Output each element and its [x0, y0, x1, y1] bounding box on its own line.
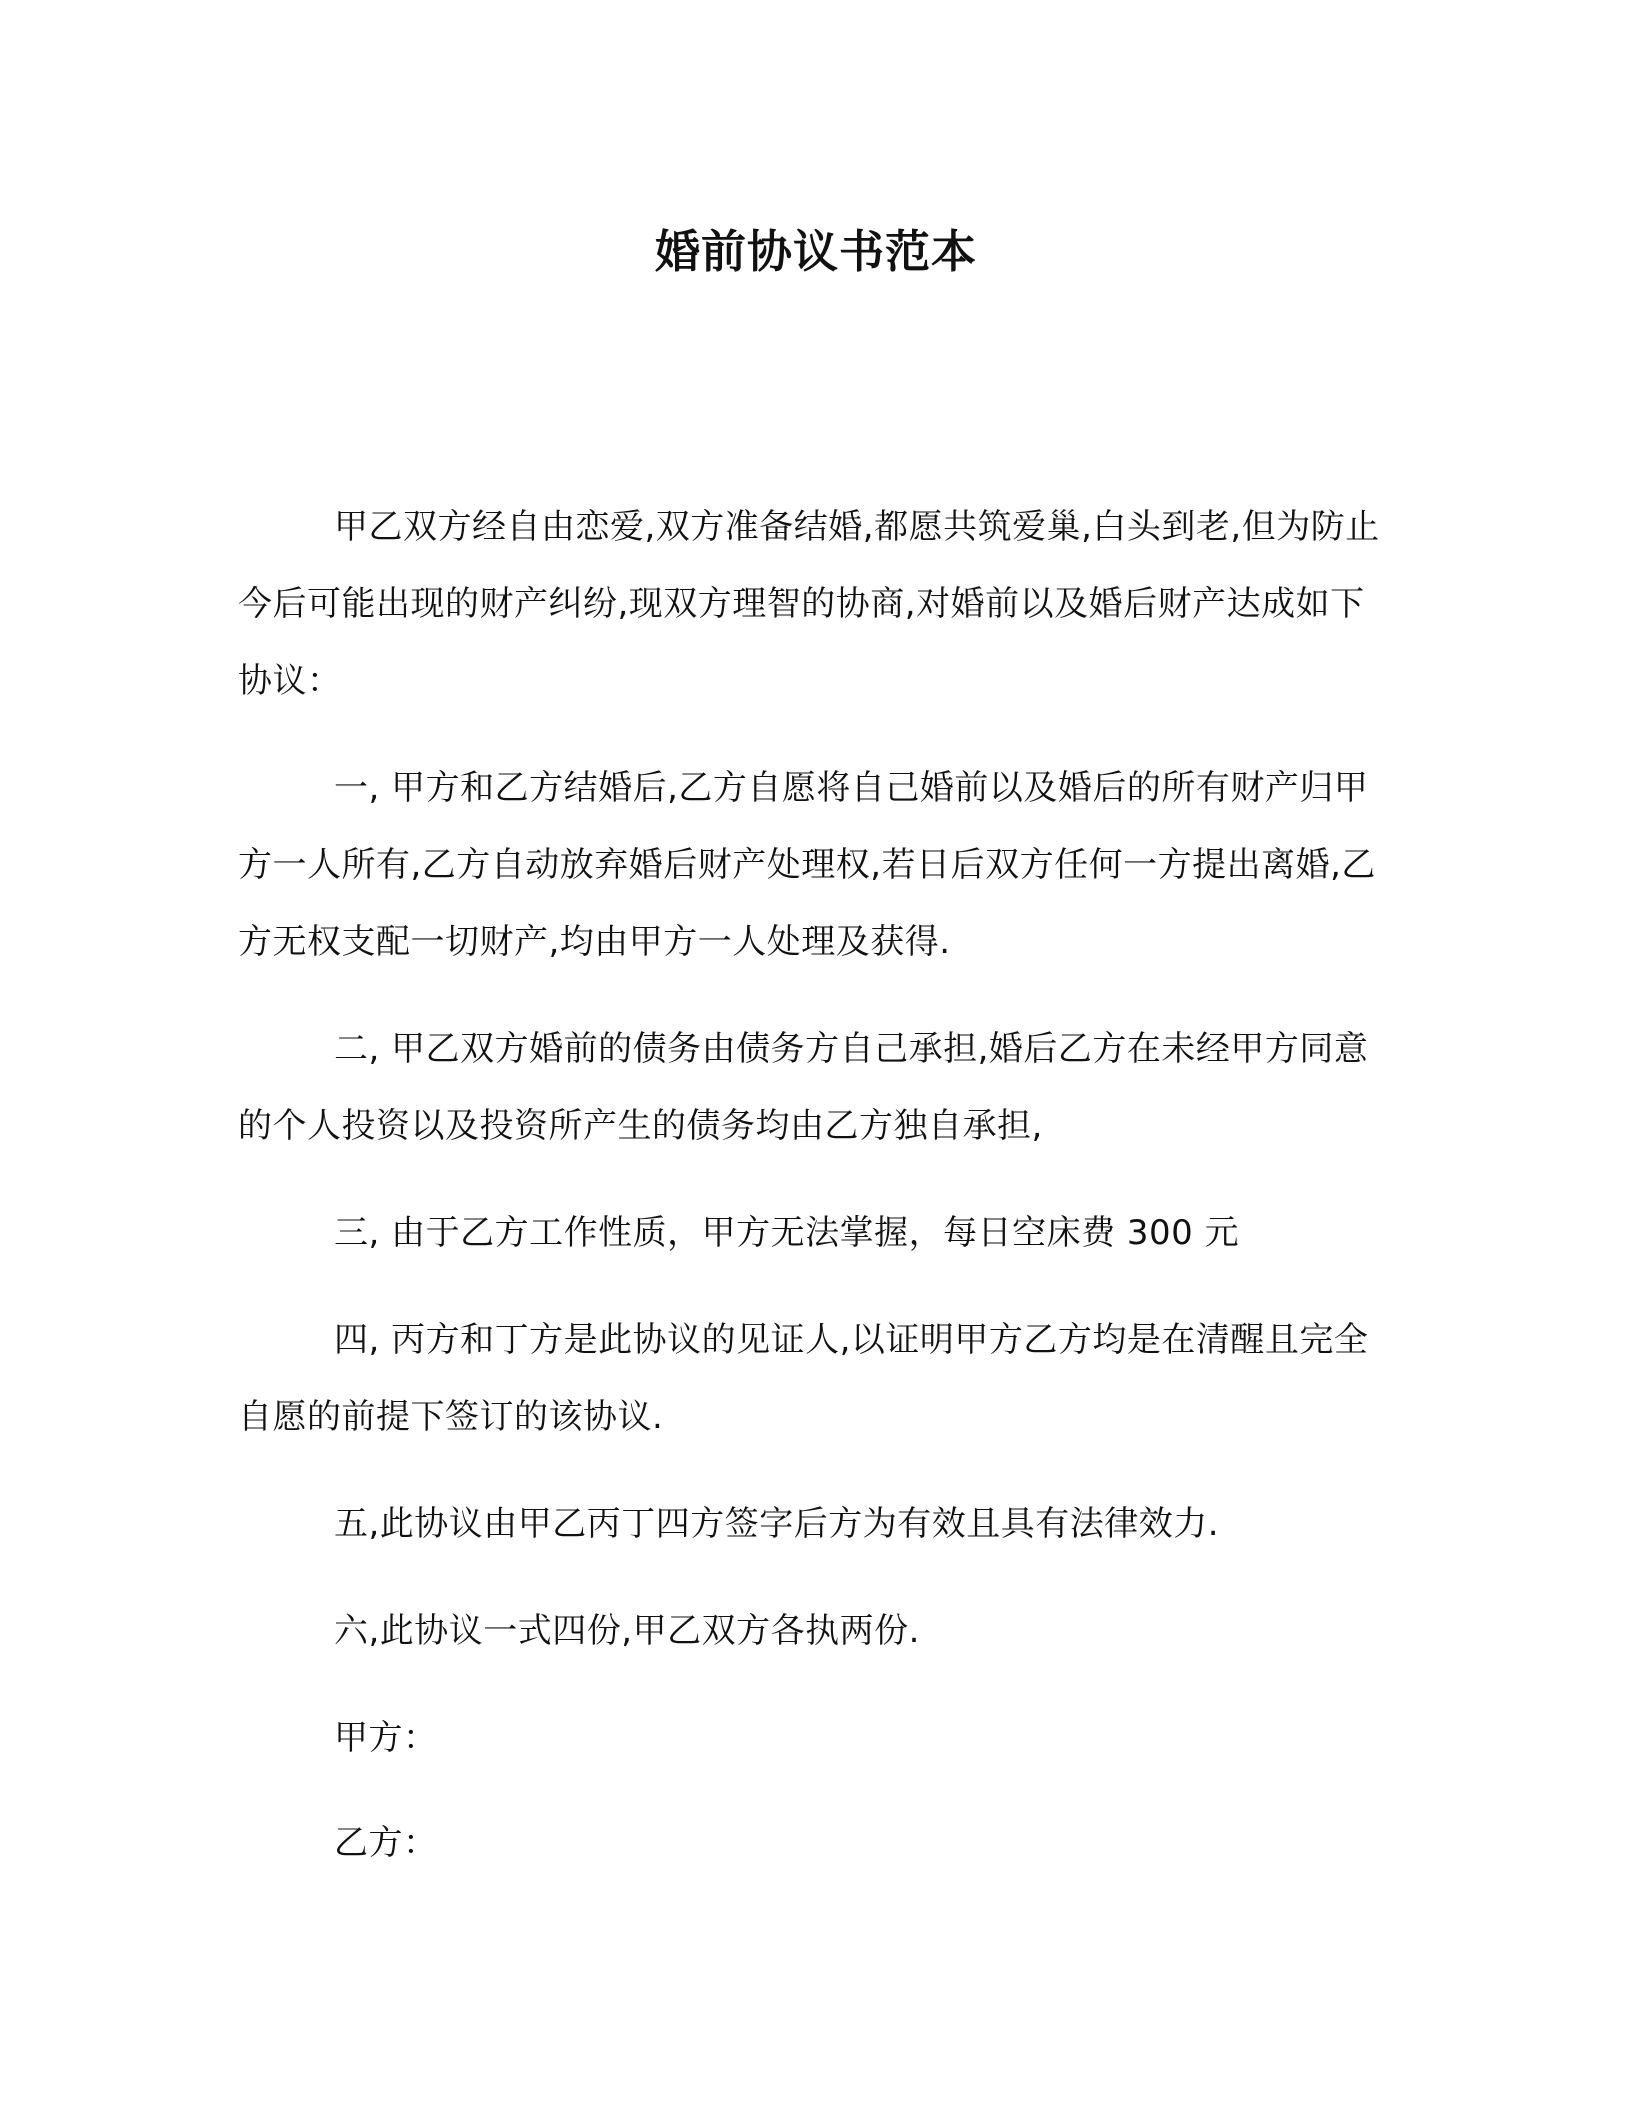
paragraph-clause-4: 四, 丙方和丁方是此协议的见证人,以证明甲方乙方均是在清醒且完全自愿的前提下签订的该协议. — [238, 1320, 1369, 1437]
signature-party-b: 乙方： — [334, 1823, 438, 1863]
paragraph-clause-6: 六,此协议一式四份,甲乙双方各执两份. — [334, 1611, 920, 1651]
paragraph-clause-2: 二, 甲乙双方婚前的债务由债务方自己承担,婚后乙方在未经甲方同意的个人投资以及投资所产生的债务均由乙方独自承担, — [238, 1029, 1369, 1146]
signature-party-a: 甲方： — [334, 1718, 438, 1758]
document-title: 婚前协议书范本 — [654, 225, 977, 278]
paragraph-intro: 甲乙双方经自由恋爱,双方准备结婚,都愿共筑爱巢,白头到老,但为防止今后可能出现的财产纠纷,现双方理智的协商,对婚前以及婚后财产达成如下协议： — [238, 507, 1380, 701]
document-body — [238, 489, 1394, 1910]
paragraph-clause-3: 三, 由于乙方工作性质，甲方无法掌握，每日空床费 300 元 — [334, 1213, 1240, 1253]
paragraph-clause-5: 五,此协议由甲乙丙丁四方签字后方为有效且具有法律效力. — [334, 1504, 1220, 1544]
paragraph-clause-1: 一, 甲方和乙方结婚后,乙方自愿将自己婚前以及婚后的所有财产归甲方一人所有,乙方自动放弃婚后财产处理权,若日后双方任何一方提出离婚,乙方无权支配一切财产,均由甲方一人处理及获得. — [238, 768, 1376, 962]
